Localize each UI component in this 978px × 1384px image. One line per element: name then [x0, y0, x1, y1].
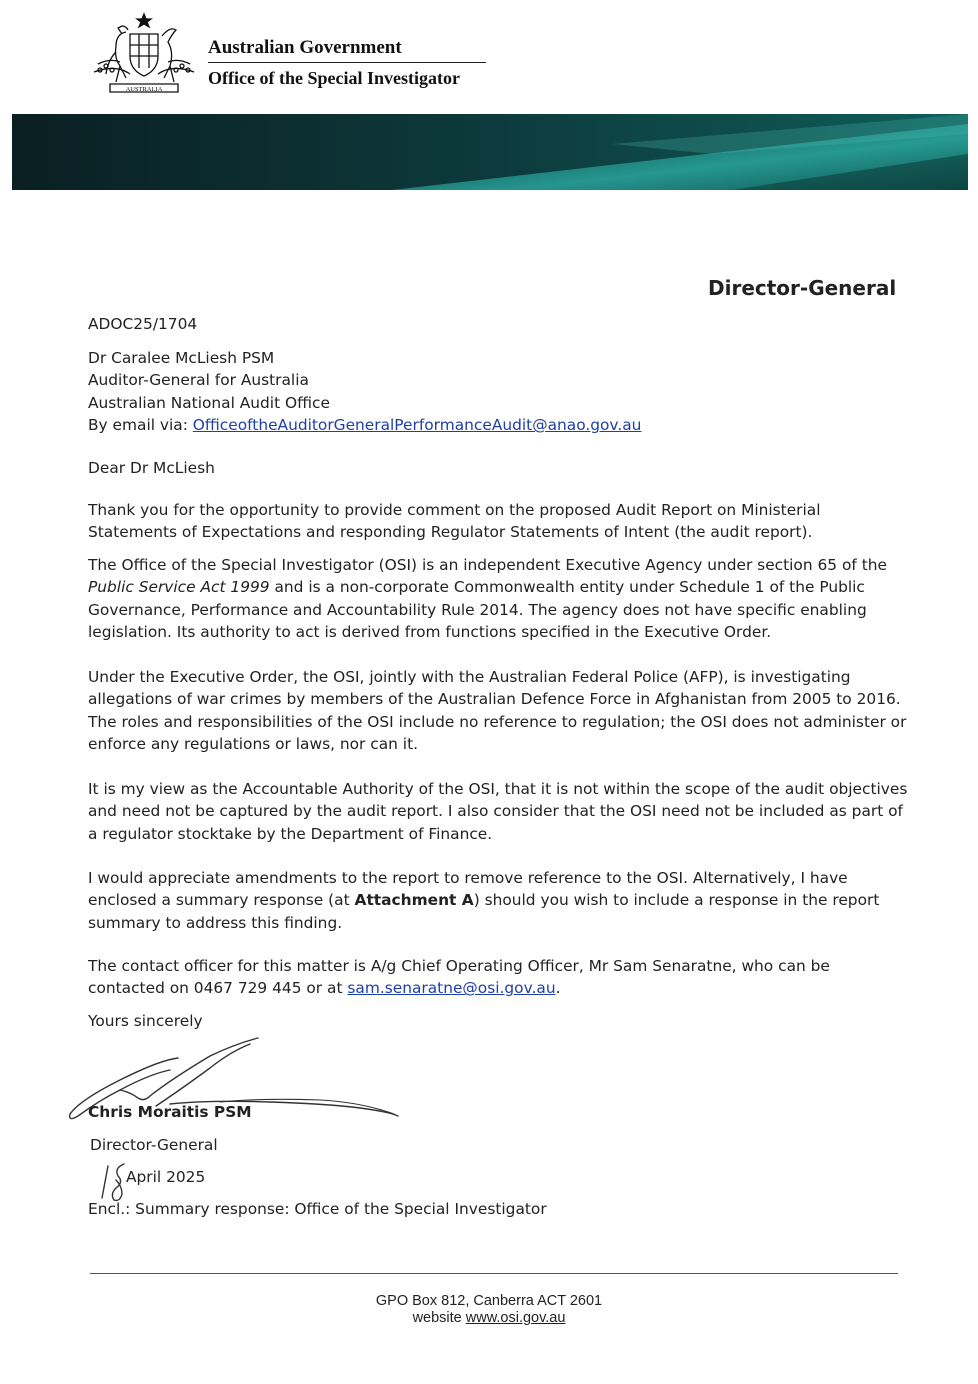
header-banner: [12, 114, 968, 190]
crest-scroll-label: AUSTRALIA: [125, 86, 163, 93]
paragraph-4: It is my view as the Accountable Authority of the OSI, that it is not within the scope of the audit objectives and need not be captured by the audit report. I also consider that the OSI need not be included as part of a regulator stocktake by the Department of Finance.: [88, 780, 908, 843]
footer-website-prefix: website: [412, 1310, 466, 1326]
closing: Yours sincerely: [88, 1012, 203, 1030]
paragraph-6-text-a: The contact officer for this matter is A/g Chief Operating Officer, Mr Sam Senaratne, who can be contacted on 0467 729 445 or at: [88, 957, 830, 998]
heading-divider: [208, 62, 486, 63]
page-title: Director-General: [708, 276, 897, 300]
paragraph-5: [88, 867, 908, 934]
recipient-block: [88, 347, 908, 437]
email-prefix: By email via:: [88, 416, 193, 435]
recipient-position: Auditor-General for Australia: [88, 371, 309, 390]
reference-number: ADOC25/1704: [88, 315, 198, 333]
footer-divider: [90, 1273, 898, 1274]
government-name: Australian Government: [208, 37, 402, 58]
paragraph-1: Thank you for the opportunity to provide comment on the proposed Audit Report on Ministerial Statements of Expectations and responding Regulator Statements of Intent (the audit report).: [88, 501, 821, 542]
paragraph-2: [88, 554, 908, 644]
recipient-organisation: Australian National Audit Office: [88, 393, 330, 412]
footer-website-line: [0, 1310, 978, 1326]
footer-website-link[interactable]: www.osi.gov.au: [465, 1310, 566, 1326]
paragraph-2-text-a: The Office of the Special Investigator (OSI) is an independent Executive Agency under section 65 of the: [88, 556, 887, 574]
recipient-email-link[interactable]: OfficeoftheAuditorGeneralPerformanceAudit@anao.gov.au: [192, 416, 642, 435]
letter-date: April 2025: [126, 1168, 206, 1186]
salutation: Dear Dr McLiesh: [88, 459, 215, 477]
paragraph-5-text-a: I would appreciate amendments to the report to remove reference to the OSI. Alternatively, I have enclosed a summary response (at: [88, 869, 848, 910]
paragraph-6: [88, 955, 908, 1000]
signatory-title: Director-General: [90, 1136, 218, 1154]
office-name: Office of the Special Investigator: [208, 68, 460, 88]
enclosure-line: Encl.: Summary response: Office of the Special Investigator: [88, 1200, 547, 1218]
organisation-heading: [208, 36, 486, 89]
contact-email-link[interactable]: sam.senaratne@osi.gov.au: [347, 979, 556, 998]
signatory-name: Chris Moraitis PSM: [88, 1103, 252, 1121]
coat-of-arms-logo: [86, 12, 202, 98]
paragraph-2-text-b: and is a non-corporate Commonwealth entity under Schedule 1 of the Public Governance, Performance and Accountability Rule 2014. The agency does not have specific enabling legislation. Its authority to act is derived from functions specified in the Executive Order.: [88, 578, 867, 642]
paragraph-5-text-b: ) should you wish to include a response in the report summary to address this finding.: [88, 891, 880, 932]
recipient-name: Dr Caralee McLiesh PSM: [88, 349, 275, 367]
recipient-email-line: [88, 414, 908, 436]
attachment-reference: Attachment A: [354, 891, 474, 910]
paragraph-3: Under the Executive Order, the OSI, jointly with the Australian Federal Police (AFP), is investigating allegations of war crimes by members of the Australian Defence Force in Afghanistan from 2005 to 2016. The roles and responsibilities of the OSI include no reference to regulation; the OSI does not administer or enforce any regulations or laws, nor can it.: [88, 668, 907, 754]
footer-address: GPO Box 812, Canberra ACT 2601: [375, 1293, 603, 1309]
act-name: Public Service Act 1999: [88, 578, 270, 597]
paragraph-6-text-b: .: [555, 979, 561, 998]
